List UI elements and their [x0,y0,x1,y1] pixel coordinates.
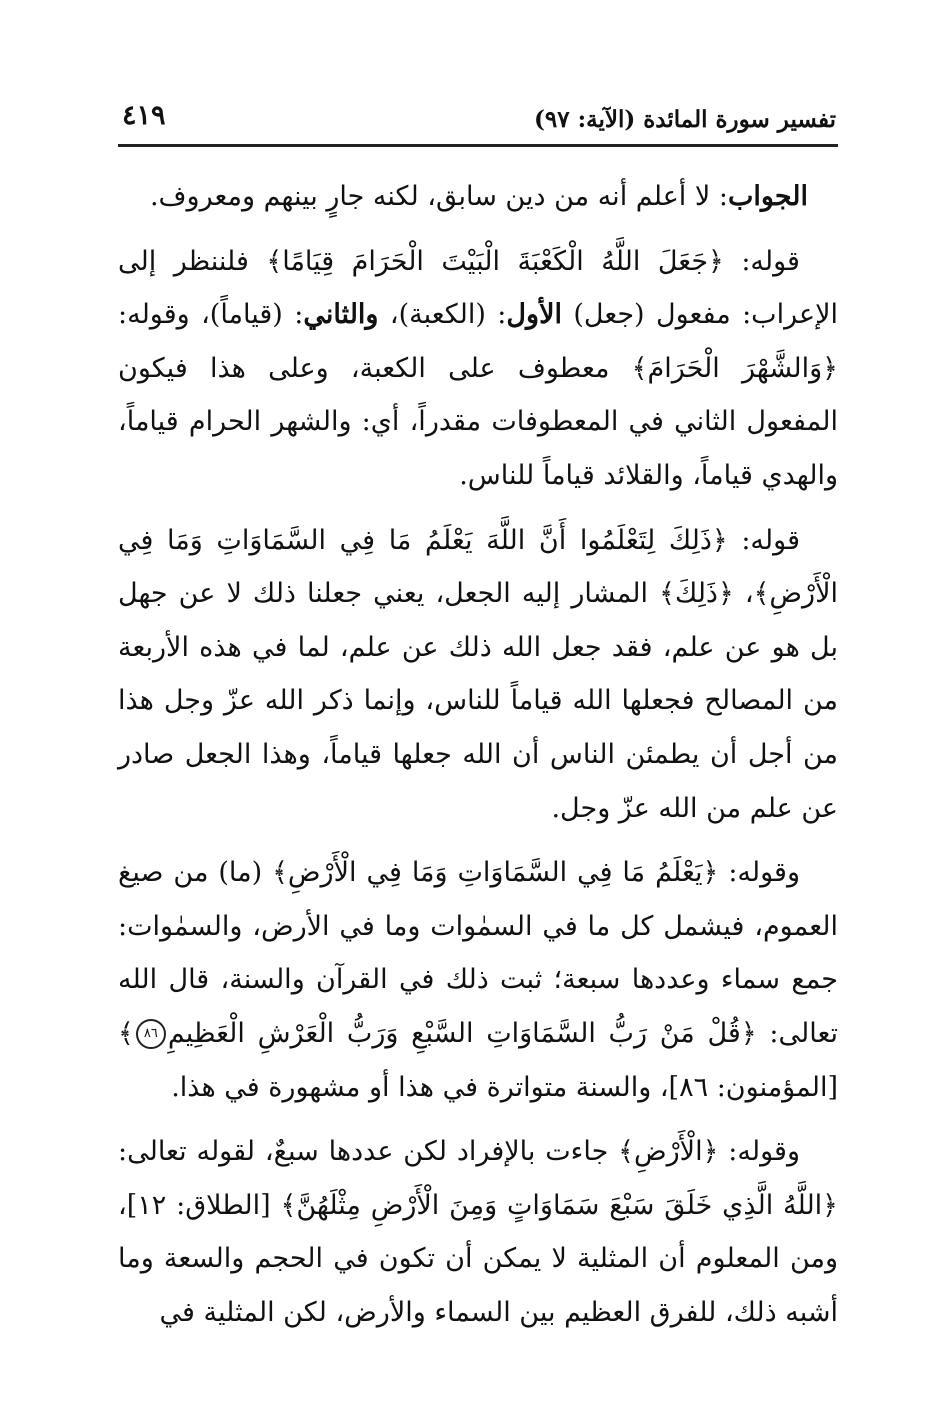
page-number: ٤١٩ [122,100,166,131]
paragraph-earth [118,1125,838,1339]
bold-term-second: والثاني [303,299,379,331]
answer-label: الجواب [727,181,808,212]
text-segment: [المؤمنون: ٨٦]، والسنة متواترة في هذا أو مشهورة في هذا. [171,1071,838,1103]
text-segment: وقوله: [718,857,801,889]
body-text [118,170,838,1350]
quran-quote: ﴿الْأَرْضِ﴾ [618,1136,719,1168]
bold-term-first: الأول [506,299,562,331]
text-segment: قوله: [723,245,800,277]
ayah-number-marker: ٨٦ [136,1019,166,1049]
paragraph-grammar [118,235,838,503]
quran-quote: ﴿اللَّهُ الَّذِي خَلَقَ سَبْعَ سَمَاوَاتٍ وَمِنَ الْأَرْضِ مِثْلَهُنَّ﴾ [280,1189,839,1221]
quran-quote-close: ﴾ [118,1017,134,1049]
quran-quote: ﴿جَعَلَ اللَّهُ الْكَعْبَةَ الْبَيْتَ الْحَرَامَ قِيَامًا﴾ [266,245,724,277]
header-divider [118,144,838,147]
quran-quote: ﴿يَعْلَمُ مَا فِي السَّمَاوَاتِ وَمَا فِي الْأَرْضِ﴾ [272,857,719,889]
quran-quote: ﴿ذَلِكَ﴾ [659,578,734,610]
quran-quote: ﴿ذَلِكَ لِتَعْلَمُوا أَنَّ اللَّهَ يَعْلَمُ مَا فِي السَّمَاوَاتِ وَمَا فِي الْأَرْضِ﴾ [118,524,838,610]
text-segment: المشار إليه الجعل، يعني جعلنا ذلك لا عن جهل بل هو عن علم، فقد جعل الله ذلك عن علم، لما في هذه الأربعة من المصالح فجعلها الله قياماً للناس، وإنما ذكر الله عزّ وجل هذا من أجل أن يطمئن الناس أن الله جعلها قياماً، وهذا الجعل صادر عن علم من الله عزّ وجل. [118,578,838,824]
text-segment: قوله: [727,524,800,556]
page-header [118,98,836,142]
paragraph-answer [118,170,838,224]
text-segment: وقوله: [718,1136,800,1168]
text-segment: معطوف على الكعبة، وعلى هذا فيكون المفعول الثاني في المعطوفات مقدراً، أي: والشهر الحرام قياماً، والهدي قياماً، والقلائد قياماً للناس. [118,352,838,491]
running-title: تفسير سورة المائدة (الآية: ٩٧) [534,106,836,133]
text-segment: ، [733,578,754,610]
paragraph-dhalika [118,514,838,836]
quran-quote: ﴿وَالشَّهْرَ الْحَرَامَ﴾ [631,352,838,384]
quran-quote: ﴿قُلْ مَنْ رَبُّ السَّمَاوَاتِ السَّبْعِ وَرَبُّ الْعَرْشِ الْعَظِيمِ [167,1017,757,1049]
text-segment: جاءت بالإفراد لكن عددها سبعٌ، لقوله تعالى: [118,1136,619,1168]
text-segment: [الطلاق: ١٢]، ومن المعلوم أن المثلية لا يمكن أن تكون في الحجم والسعة وما أشبه ذلك، للفرق العظيم بين السماء والأرض، لكن المثلية في [118,1189,838,1328]
text-segment: : (قياماً)، وقوله: [118,299,304,331]
text-segment: : (الكعبة)، [378,299,507,331]
text-segment: فلننظر إلى الإعراب: مفعول (جعل) [118,245,838,331]
text-segment: (ما) من صيغ العموم، فيشمل كل ما في السمٰوات وما في الأرض، والسمٰوات: جمع سماء وعددها سبعة؛ ثبت ذلك في القرآن والسنة، قال الله تعالى: [118,857,838,1049]
text-segment: : لا أعلم أنه من دين سابق، لكنه جارٍ بينهم ومعروف. [149,181,728,212]
paragraph-heavens [118,846,838,1114]
